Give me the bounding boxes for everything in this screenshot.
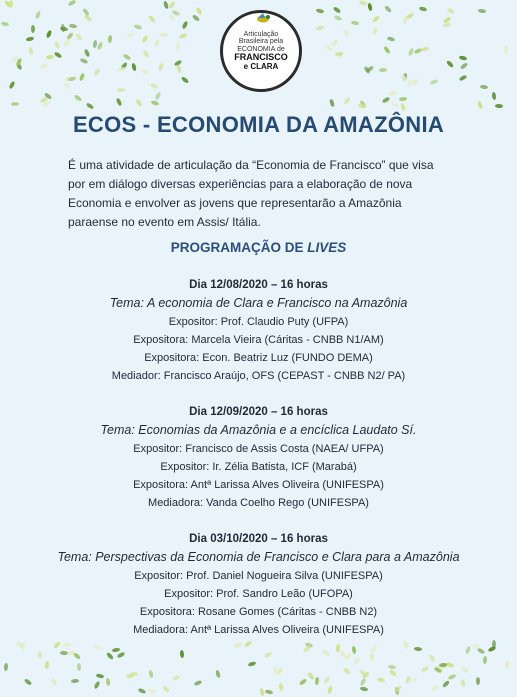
leaf-icon <box>477 647 486 655</box>
leaf-icon <box>148 687 157 693</box>
leaf-icon <box>68 76 76 81</box>
leaf-icon <box>8 81 16 90</box>
leaf-icon <box>28 47 33 55</box>
leaf-icon <box>388 90 397 96</box>
leaf-icon <box>477 100 482 109</box>
leaf-icon <box>479 84 488 90</box>
leaf-icon <box>407 47 415 56</box>
leaf-icon <box>461 679 466 687</box>
leaf-icon <box>96 673 105 679</box>
leaf-icon <box>131 63 136 71</box>
leaf-icon <box>391 100 400 108</box>
leaf-icon <box>71 679 79 683</box>
leaf-icon <box>460 62 469 70</box>
event-theme: Tema: Economias da Amazônia e a encíclica Laudato Sí. <box>100 423 417 437</box>
leaf-icon <box>475 677 480 685</box>
leaf-icon <box>123 53 132 61</box>
leaf-icon <box>278 683 283 691</box>
leaf-icon <box>448 674 457 680</box>
leaf-icon <box>343 96 351 104</box>
leaf-icon <box>370 645 379 653</box>
leaf-icon <box>153 39 161 48</box>
leaf-icon <box>45 30 52 39</box>
leaf-icon <box>488 646 497 652</box>
event-mediator: Mediadora: Vanda Coelho Rego (UNIFESPA) <box>148 497 369 509</box>
leaf-icon <box>303 645 312 653</box>
event-speaker: Expositor: Prof. Daniel Nogueira Silva (UNIFESPA) <box>134 570 383 582</box>
leaf-icon <box>54 51 63 59</box>
leaf-icon <box>3 663 9 672</box>
leaf-icon <box>77 663 81 671</box>
leaf-icon <box>23 677 32 685</box>
leaf-icon <box>459 55 468 62</box>
leaf-icon <box>264 652 273 659</box>
leaf-icon <box>327 686 334 695</box>
leaf-icon <box>443 23 451 28</box>
leaf-icon <box>314 676 320 685</box>
leaf-icon <box>176 42 182 51</box>
leaf-icon <box>1 20 10 27</box>
leaf-icon <box>39 63 48 68</box>
leaf-icon <box>382 96 391 103</box>
leaf-icon <box>107 34 112 43</box>
event-speaker: Expositor: Francisco de Assis Costa (NAEA/ UFPA) <box>133 443 384 455</box>
leaf-icon <box>368 3 373 11</box>
leaf-icon <box>384 45 391 54</box>
leaf-icon <box>51 678 57 687</box>
page-title: ECOS - ECONOMIA DA AMAZÔNIA <box>72 112 445 137</box>
leaf-icon <box>410 678 418 683</box>
logo-line-3: ECONOMIA de <box>237 45 285 53</box>
leaf-icon <box>149 670 153 678</box>
leaf-icon <box>53 641 62 649</box>
leaf-icon <box>323 676 331 685</box>
leaf-icon <box>63 39 71 48</box>
leaf-icon <box>430 79 439 85</box>
event-block <box>0 530 517 639</box>
leaf-icon <box>92 643 101 650</box>
leaf-icon <box>399 97 407 101</box>
leaf-icon <box>176 65 181 74</box>
event-speaker: Expositor: Ir. Zélia Batista, ICF (Marabá) <box>160 461 357 473</box>
leaf-icon <box>248 661 257 666</box>
leaf-icon <box>8 0 13 9</box>
leaf-icon <box>116 66 125 71</box>
leaf-icon <box>141 69 150 75</box>
leaf-icon <box>80 58 89 66</box>
leaf-icon <box>482 656 487 665</box>
leaf-icon <box>168 14 175 23</box>
leaf-icon <box>172 675 181 682</box>
leaf-icon <box>54 40 60 49</box>
leaf-icon <box>371 15 380 23</box>
leaf-icon <box>194 680 203 686</box>
leaf-icon <box>150 82 159 89</box>
logo-line-4: FRANCISCO <box>234 52 288 63</box>
leaf-icon <box>414 48 423 54</box>
leaf-icon <box>63 642 71 647</box>
leaf-icon <box>379 68 387 73</box>
event-date: Dia 12/08/2020 – 16 horas <box>189 279 328 291</box>
logo-line-2: Brasileira pela <box>238 38 284 46</box>
leaf-icon <box>181 20 189 29</box>
leaf-icon <box>492 92 496 100</box>
leaf-icon <box>322 649 331 657</box>
leaf-icon <box>136 99 143 108</box>
leaf-icon <box>478 9 487 15</box>
leaf-icon <box>260 688 265 696</box>
leaf-icon <box>384 5 392 14</box>
leaf-icon <box>418 6 427 12</box>
leaf-icon <box>404 676 411 685</box>
event-speaker: Expositor: Prof. Sandro Leão (UFOPA) <box>164 588 353 600</box>
leaf-decoration-bottom <box>0 642 517 697</box>
leaf-icon <box>30 25 35 33</box>
event-speaker: Expositora: Econ. Beatriz Luz (FUNDO DEMA) <box>144 352 373 364</box>
leaf-icon <box>446 60 454 69</box>
leaf-icon <box>126 32 135 37</box>
leaf-icon <box>334 15 343 22</box>
logo-line-1: Articulação <box>243 31 279 39</box>
leaf-icon <box>265 688 274 694</box>
event-block <box>0 276 517 385</box>
leaf-icon <box>116 98 122 107</box>
event-theme: Tema: A economia de Clara e Francisco na Amazônia <box>109 296 408 310</box>
leaf-icon <box>446 7 455 15</box>
leaf-icon <box>403 640 409 649</box>
leaf-icon <box>67 0 76 7</box>
leaf-icon <box>353 657 361 666</box>
event-speaker: Expositor: Prof. Claudio Puty (UFPA) <box>168 316 349 328</box>
leaf-icon <box>308 672 315 681</box>
leaf-icon <box>376 677 385 684</box>
leaf-icon <box>414 647 423 652</box>
leaf-icon <box>352 646 356 654</box>
leaf-icon <box>503 46 509 55</box>
programacao-lives: LIVES <box>307 240 347 255</box>
leaf-icon <box>371 27 378 36</box>
leaf-icon <box>495 104 504 109</box>
leaf-icon <box>96 42 103 51</box>
event-speaker: Expositora: Antª Larissa Alves Oliveira (UNIFESPA) <box>133 479 384 491</box>
leaf-icon <box>75 32 83 41</box>
leaf-icon <box>46 55 54 59</box>
programacao-prefix: PROGRAMAÇÃO DE <box>170 240 308 255</box>
leaf-icon <box>315 26 324 31</box>
event-date: Dia 12/09/2020 – 16 horas <box>189 406 328 418</box>
leaf-icon <box>464 645 472 654</box>
bird-icon <box>255 12 271 24</box>
leaf-icon <box>460 666 468 674</box>
leaf-icon <box>34 11 41 20</box>
leaf-icon <box>106 652 114 661</box>
leaf-icon <box>116 652 125 659</box>
intro-paragraph: É uma atividade de articulação da “Economia de Francisco” que visa por em diálogo diversas experiências para a elaboração de nova Economia e envolver as jovens que representarão a Amazônia paraense no evento em Assis/ Itália. <box>68 158 434 229</box>
leaf-icon <box>342 29 349 38</box>
leaf-icon <box>116 88 124 93</box>
leaf-icon <box>343 666 352 674</box>
leaf-icon <box>79 72 86 81</box>
leaf-icon <box>93 67 101 76</box>
leaf-icon <box>26 37 34 42</box>
leaf-icon <box>234 642 243 648</box>
event-speaker: Expositora: Rosane Gomes (Cáritas - CNBB N2) <box>139 606 378 618</box>
leaf-icon <box>74 94 83 102</box>
leaf-icon <box>405 13 414 20</box>
leaf-icon <box>195 7 202 16</box>
leaf-icon <box>148 14 156 23</box>
leaf-icon <box>142 49 149 58</box>
leaf-icon <box>316 8 325 14</box>
leaf-icon <box>442 680 451 688</box>
leaf-icon <box>360 686 369 692</box>
leaf-icon <box>369 653 374 661</box>
leaf-icon <box>329 99 335 108</box>
leaf-icon <box>459 75 468 82</box>
leaf-icon <box>215 670 220 679</box>
leaf-icon <box>401 103 406 111</box>
leaf-icon <box>93 681 101 690</box>
programacao-heading <box>0 240 517 255</box>
leaf-icon <box>42 102 51 108</box>
leaf-icon <box>126 674 134 678</box>
leaf-icon <box>154 91 162 100</box>
leaf-icon <box>181 76 189 84</box>
leaf-icon <box>387 36 396 43</box>
leaf-icon <box>160 33 168 37</box>
leaf-icon <box>63 82 71 91</box>
leaf-icon <box>84 49 90 58</box>
leaf-icon <box>158 63 165 72</box>
leaf-icon <box>69 23 78 29</box>
leaf-icon <box>86 102 95 110</box>
leaf-icon <box>11 101 19 106</box>
logo-line-5: e CLARA <box>243 61 279 71</box>
leaf-icon <box>133 24 142 31</box>
leaf-icon <box>21 642 25 650</box>
leaf-icon <box>244 641 253 649</box>
leaf-icon <box>298 678 307 686</box>
event-theme: Tema: Perspectivas da Economia de Francisco e Clara para a Amazônia <box>57 550 460 564</box>
leaf-icon <box>38 651 42 659</box>
leaf-icon <box>178 33 187 39</box>
leaf-icon <box>141 34 149 43</box>
leaf-icon <box>428 653 435 662</box>
leaf-icon <box>431 683 440 691</box>
event-speaker: Expositora: Marcela Vieira (Cáritas - CNBB N1/AM) <box>133 334 384 346</box>
leaf-icon <box>106 678 110 686</box>
event-mediator: Mediadora: Antª Larissa Alves Oliveira (UNIFESPA) <box>133 624 384 636</box>
leaf-icon <box>44 660 50 669</box>
leaf-icon <box>112 648 120 652</box>
event-mediator: Mediador: Francisco Araújo, OFS (CEPAST - CNBB N2/ PA) <box>111 370 406 382</box>
leaf-icon <box>389 669 397 678</box>
events-list <box>0 276 517 657</box>
leaf-icon <box>162 685 170 694</box>
leaf-icon <box>137 687 146 695</box>
leaf-icon <box>420 665 429 671</box>
leaf-icon <box>333 6 342 14</box>
event-block <box>0 403 517 512</box>
leaf-icon <box>179 650 183 658</box>
leaf-icon <box>163 1 168 10</box>
leaf-icon <box>167 1 175 10</box>
leaf-icon <box>151 99 160 106</box>
leaf-icon <box>351 20 360 26</box>
event-date: Dia 03/10/2020 – 16 horas <box>189 533 328 545</box>
leaf-icon <box>504 661 510 670</box>
leaf-icon <box>358 0 367 7</box>
